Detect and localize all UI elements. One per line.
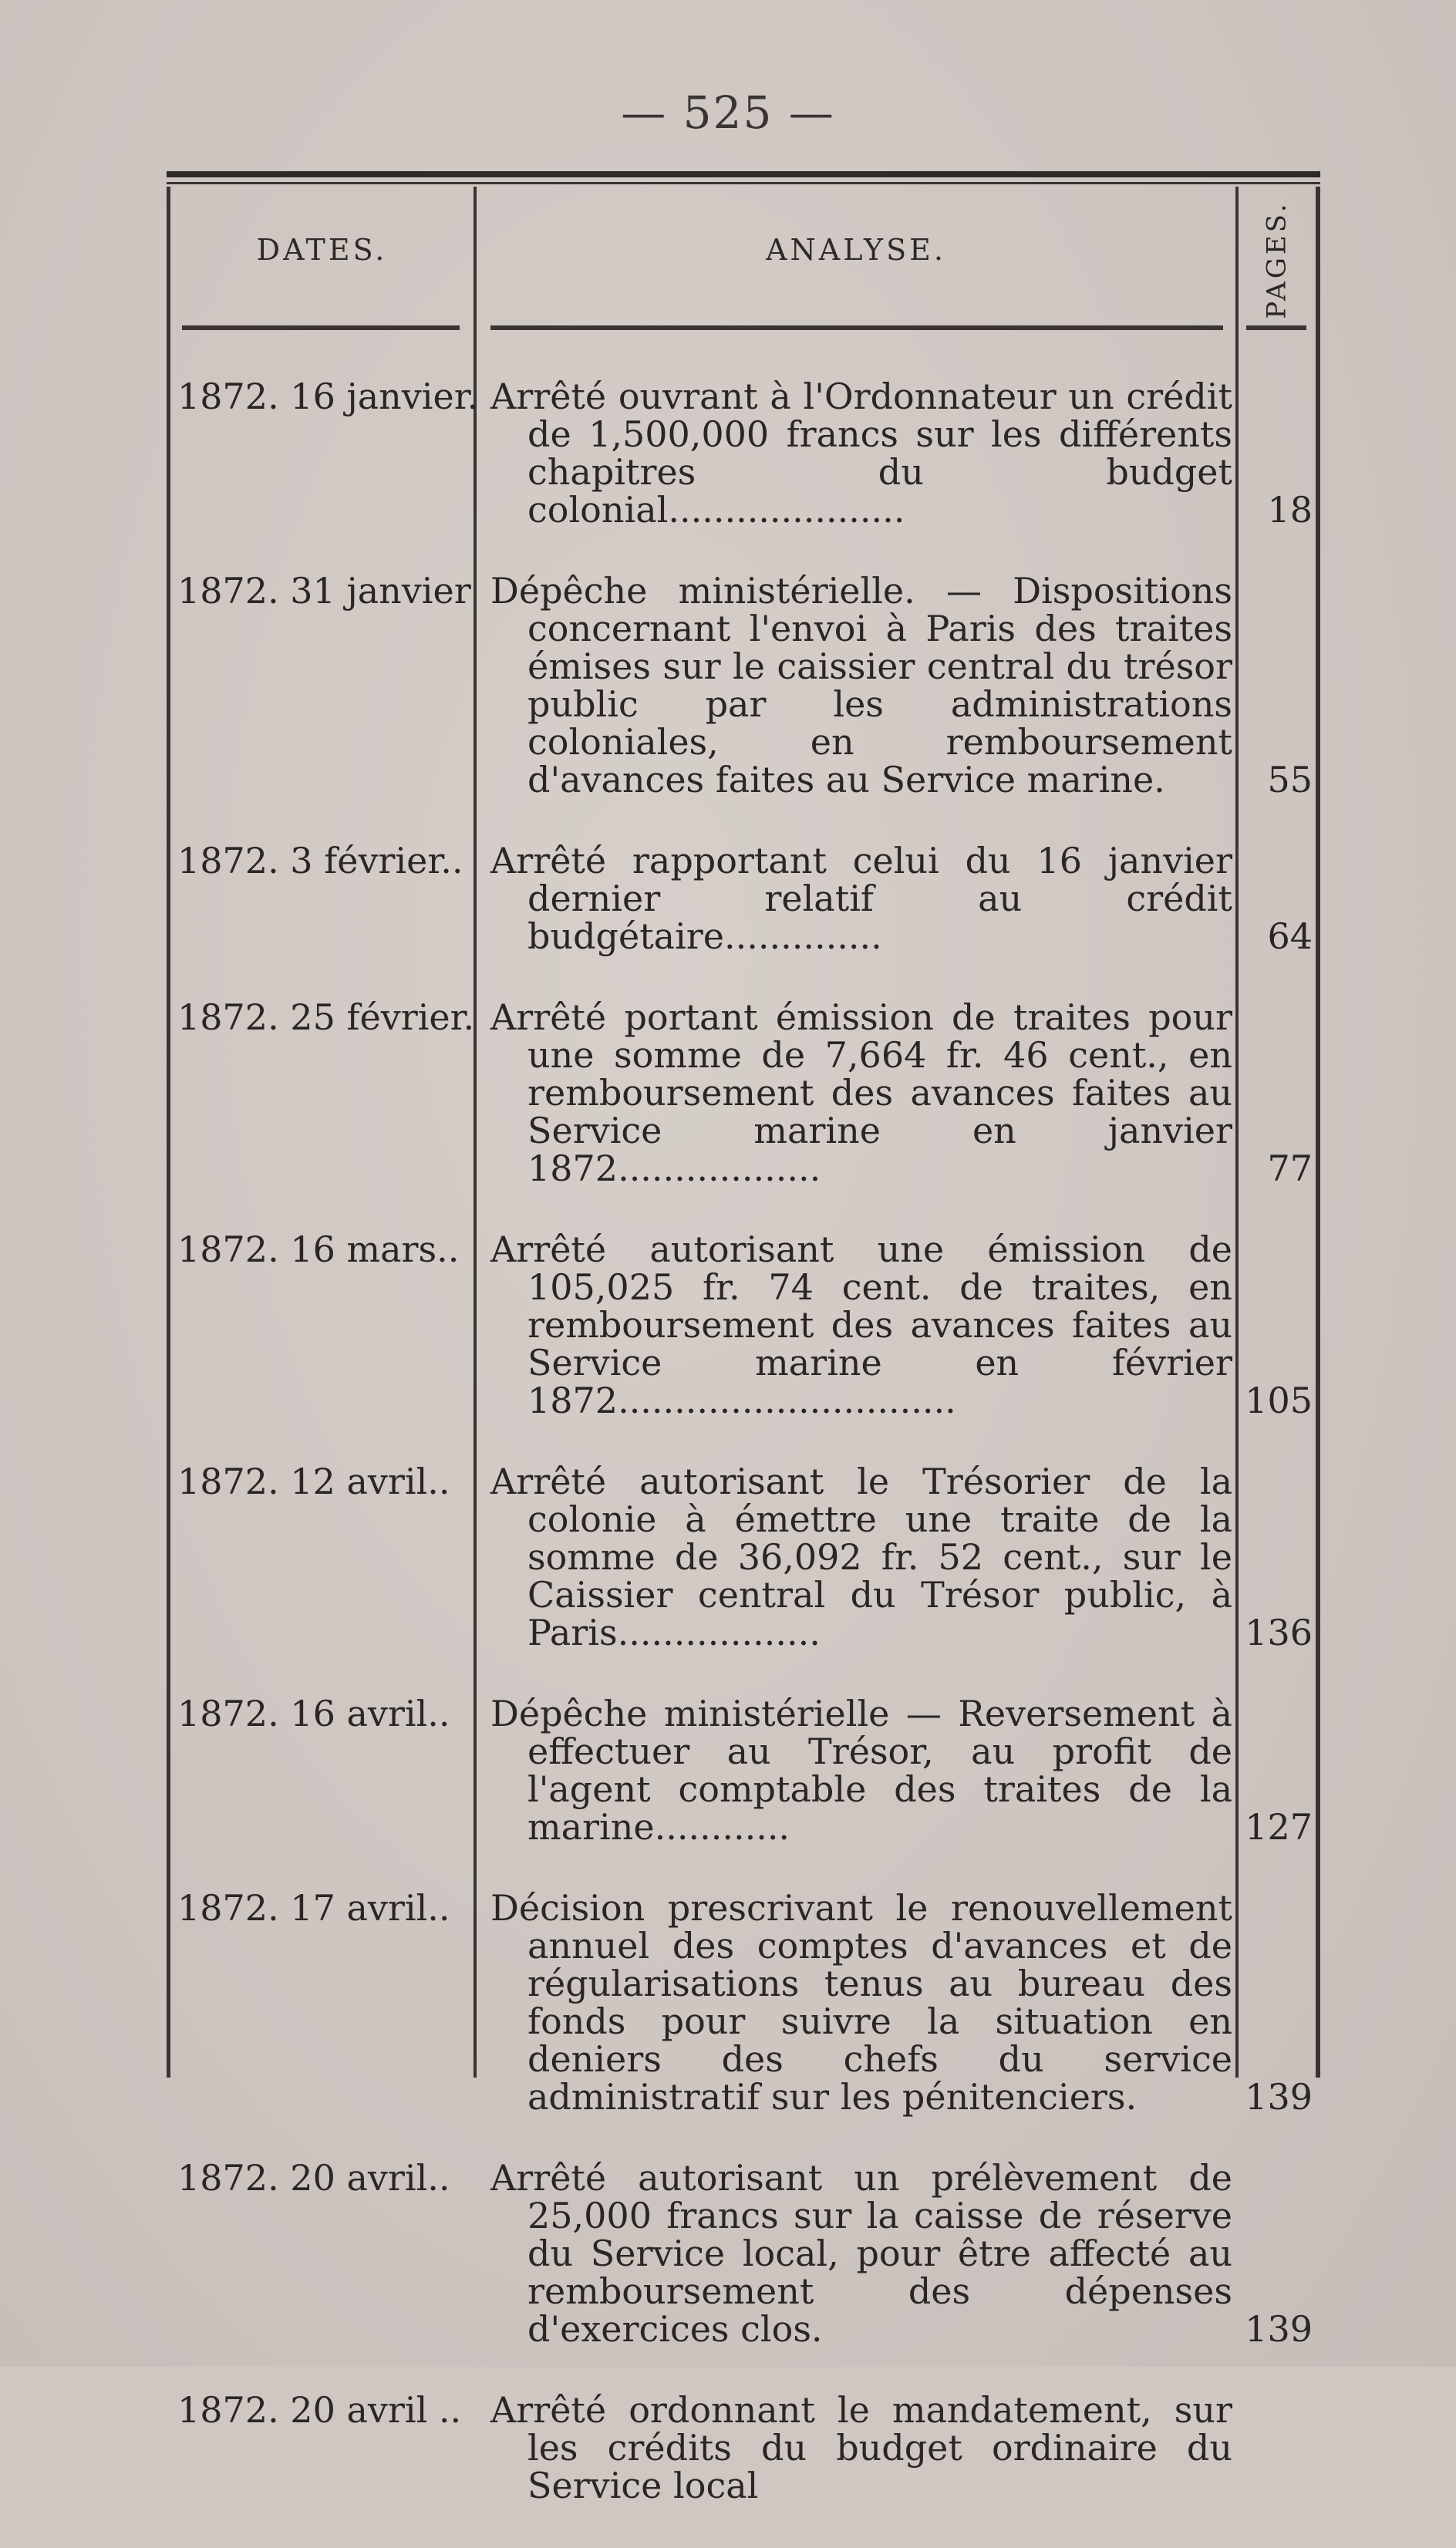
entry-date: 1872. 16 janvier.	[177, 376, 479, 417]
entry-date: 1872. 12 avril..	[177, 1461, 450, 1502]
table-row	[167, 1695, 1320, 1846]
entry-analysis	[490, 572, 1232, 799]
table-frame	[167, 171, 1320, 2506]
entry-text: Dépêche ministérielle. — Dispositions concernant l'envoi à Paris des traites émises sur le caissier central du trésor public par les administrations coloniales, en remboursement d'avances faites au Service marine.	[490, 570, 1232, 800]
top-rule-thick	[167, 171, 1320, 177]
entry-analysis	[490, 378, 1232, 529]
entry-date: 1872. 16 mars..	[177, 1228, 460, 1270]
entry-page: 105	[1245, 1380, 1313, 1421]
entry-date: 1872. 17 avril..	[177, 1887, 450, 1929]
entry-text: Arrêté ouvrant à l'Ordonnateur un crédit de 1,500,000 francs sur les différents chapitres du budget colonial.....................	[490, 376, 1232, 531]
entry-text: Arrêté portant émission de traites pour une somme de 7,664 fr. 46 cent., en remboursement des avances faites au Service marine en janvier 1872..................	[490, 996, 1232, 1189]
entry-analysis	[490, 2159, 1232, 2348]
table-row	[167, 1463, 1320, 1652]
table-row	[167, 572, 1320, 799]
entry-page: 64	[1267, 915, 1313, 957]
entry-analysis	[490, 1695, 1232, 1846]
header-rule-dates	[182, 325, 460, 330]
entry-page: 77	[1267, 1148, 1313, 1189]
entry-date: 1872. 20 avril ..	[177, 2389, 462, 2431]
entry-date: 1872. 3 février..	[177, 840, 463, 881]
entry-date: 1872. 20 avril..	[177, 2157, 450, 2199]
table-row	[167, 1889, 1320, 2116]
page-number: — 525 —	[621, 86, 835, 139]
entry-date: 1872. 16 avril..	[177, 1693, 450, 1734]
header-rule-pages	[1246, 325, 1306, 330]
table-row	[167, 2391, 1320, 2505]
entry-analysis	[490, 842, 1232, 956]
table-row	[167, 2159, 1320, 2348]
entries-list	[167, 378, 1320, 2548]
entry-date: 1872. 25 février.	[177, 996, 475, 1038]
entry-page: 139	[1245, 2076, 1313, 2118]
header-pages-cell	[1239, 194, 1316, 325]
entry-analysis	[490, 2391, 1232, 2505]
table-row	[167, 996, 1320, 1189]
header-rule-analyse	[490, 325, 1223, 330]
entry-text: Arrêté autorisant le Trésorier de la colonie à émettre une traite de la somme de 36,092 fr. 52 cent., sur le Caissier central du Trésor public, à Paris..................	[490, 1461, 1232, 1653]
header-dates: DATES.	[256, 233, 388, 267]
entry-text: Dépêche ministérielle — Reversement à effectuer au Trésor, au profit de l'agent comptable des traites de la marine............	[490, 1693, 1232, 1848]
entry-text: Décision prescrivant le renouvellement annuel des comptes d'avances et de régularisations tenus au bureau des fonds pour suivre la situation en deniers des chefs du service administratif sur les pénitenciers.	[490, 1887, 1232, 2118]
entry-page: 55	[1267, 759, 1313, 800]
top-rule-thin	[167, 182, 1320, 184]
header-pages: PAGES.	[1262, 201, 1293, 319]
entry-page: 18	[1267, 489, 1313, 531]
entry-page: 139	[1245, 2308, 1313, 2350]
entry-text: Arrêté ordonnant le mandatement, sur les crédits du budget ordinaire du Service local	[490, 2389, 1232, 2506]
entry-date: 1872. 31 janvier	[177, 570, 471, 612]
entry-text: Arrêté autorisant une émission de 105,025 fr. 74 cent. de traites, en remboursement des avances faites au Service marine en février 1872..............................	[490, 1228, 1232, 1421]
entry-page: 127	[1245, 1806, 1313, 1848]
table-row	[167, 1228, 1320, 1421]
entry-analysis	[490, 1889, 1232, 2116]
entry-page: 136	[1245, 1612, 1313, 1653]
table-row	[167, 378, 1320, 529]
entry-analysis	[490, 1463, 1232, 1652]
entry-analysis	[490, 996, 1232, 1189]
entry-text: Arrêté rapportant celui du 16 janvier dernier relatif au crédit budgétaire..............	[490, 840, 1232, 957]
table-row	[167, 842, 1320, 956]
header-analyse: ANALYSE.	[766, 233, 946, 267]
entry-text: Arrêté autorisant un prélèvement de 25,000 francs sur la caisse de réserve du Service local, pour être affecté au remboursement des dépenses d'exercices clos.	[490, 2157, 1232, 2350]
entry-analysis	[490, 1228, 1232, 1421]
